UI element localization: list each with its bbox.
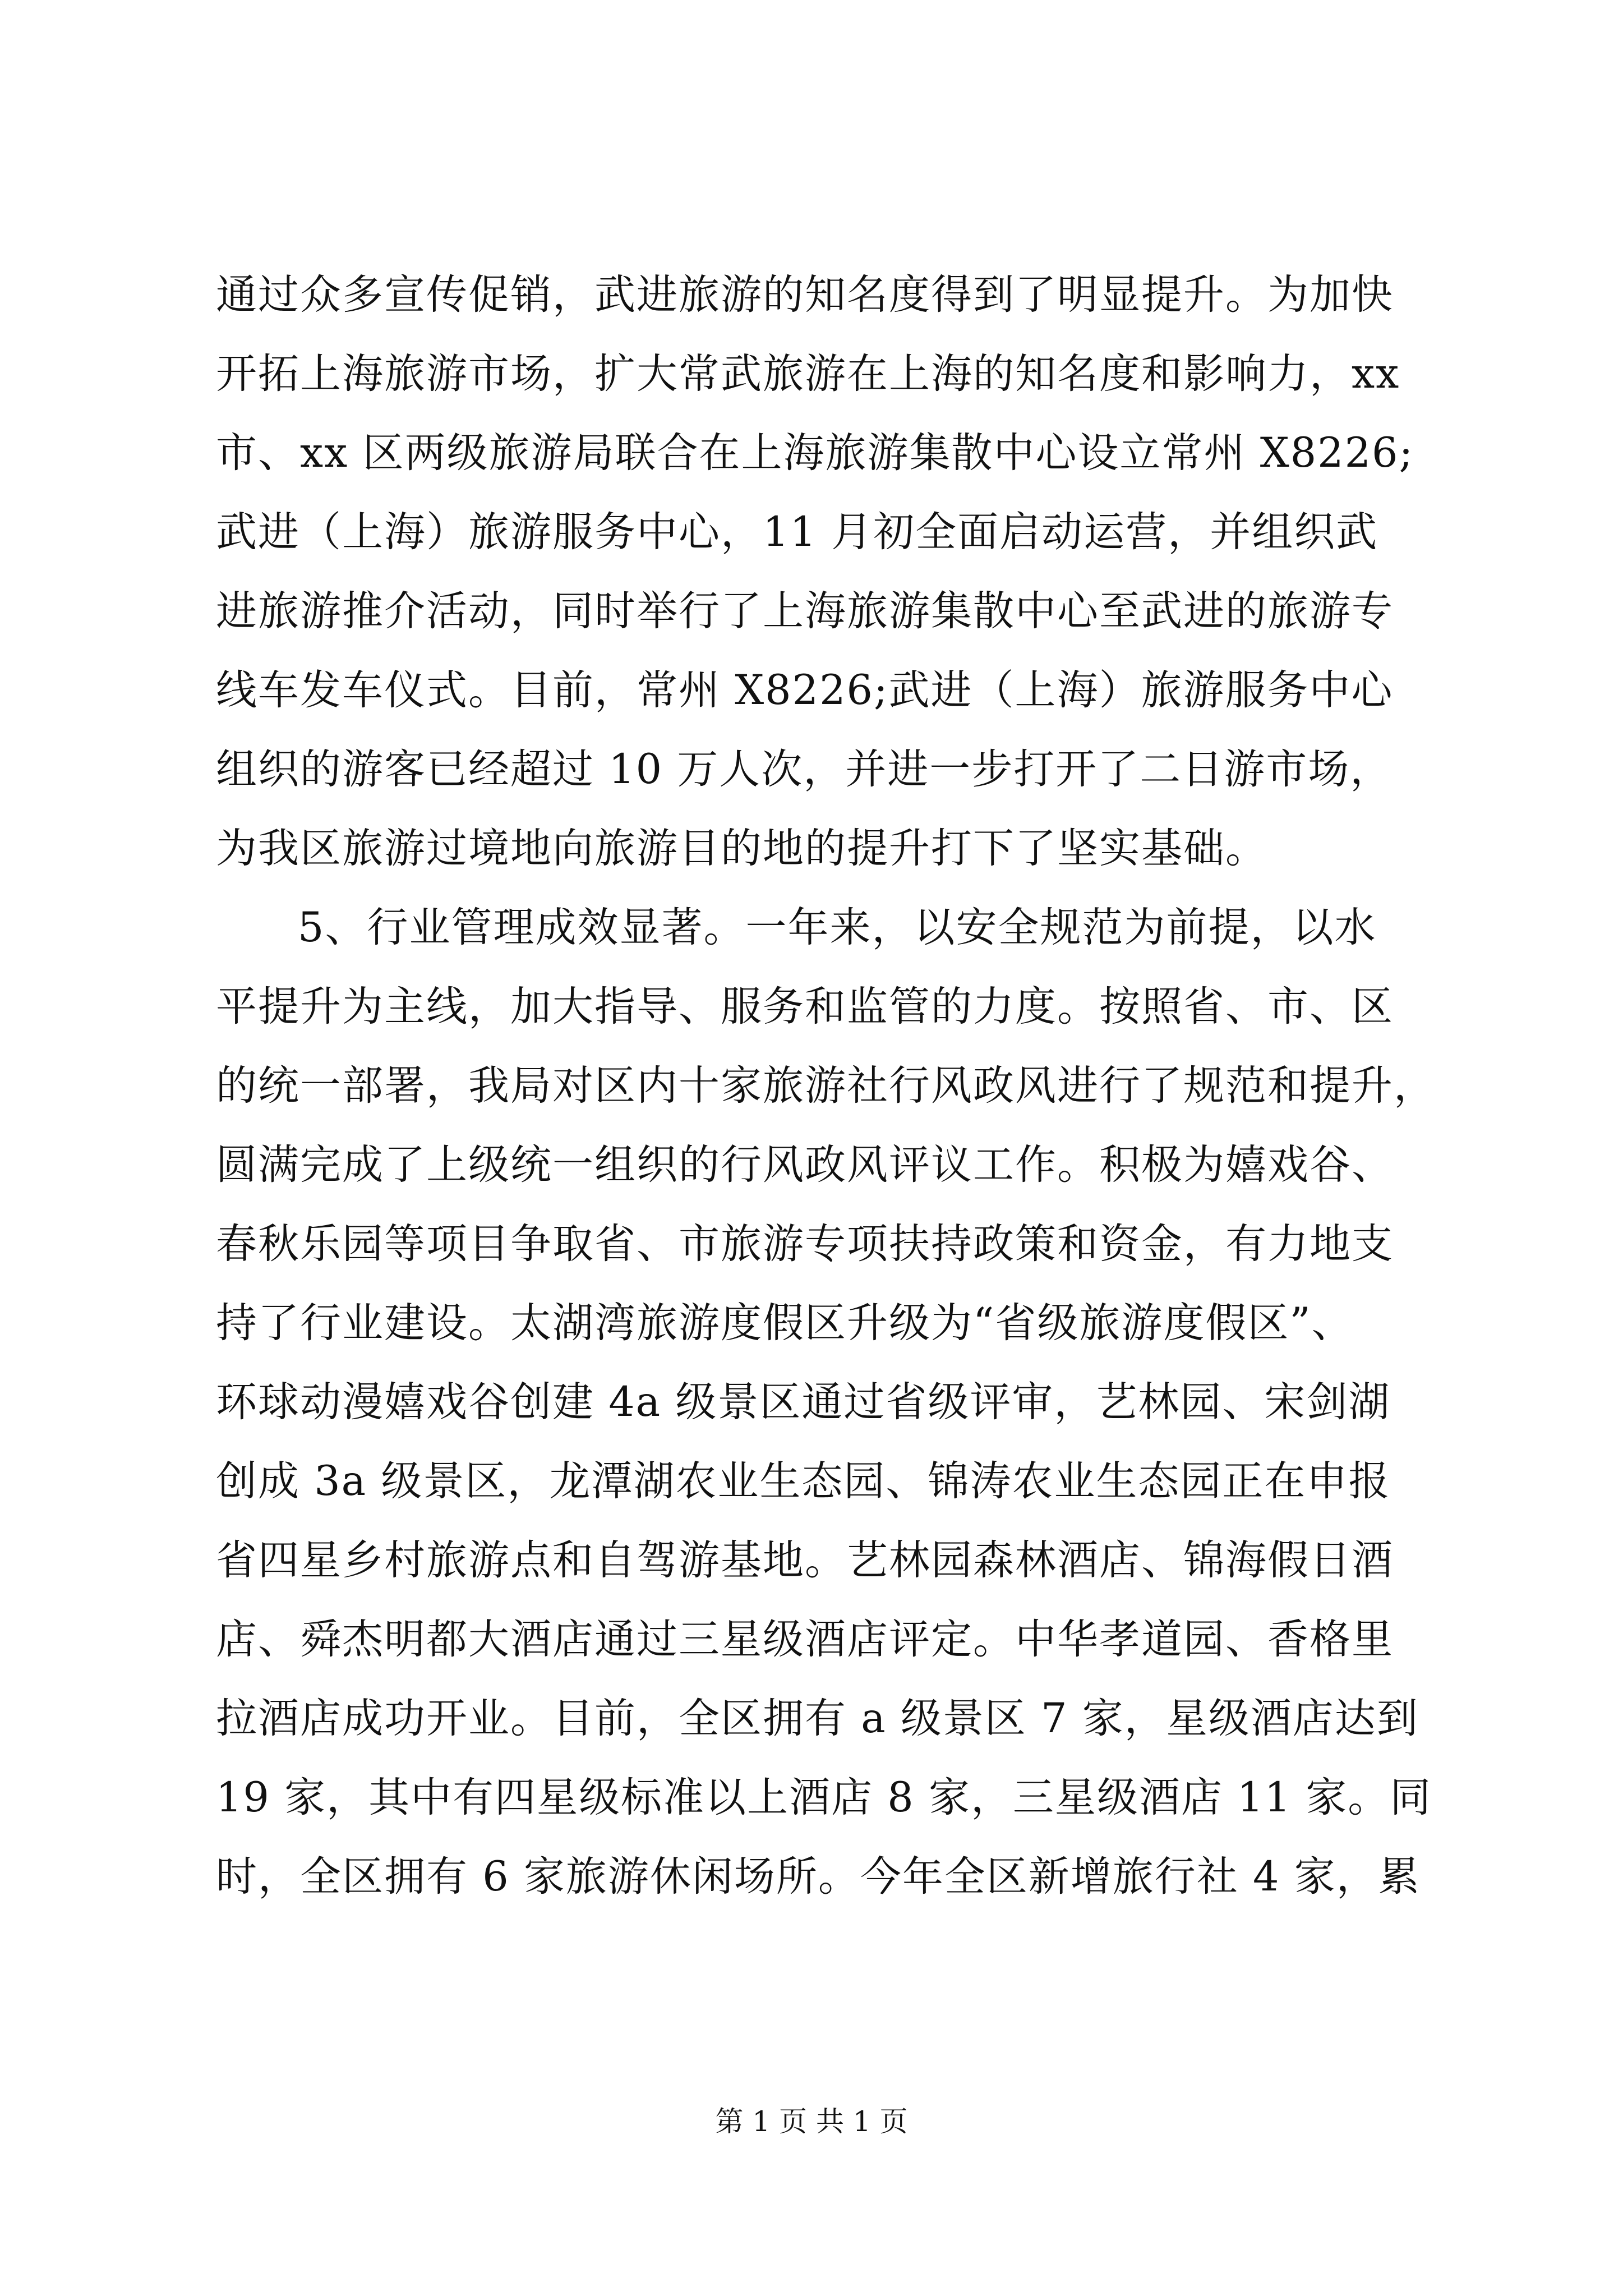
page-footer: 第 1 页 共 1 页 <box>715 2105 908 2138</box>
text-line: 19 家，其中有四星级标准以上酒店 8 家，三星级酒店 11 家。同 <box>216 1774 1432 1821</box>
text-line: 创成 3a 级景区，龙潭湖农业生态园、锦涛农业生态园正在申报 <box>216 1457 1391 1505</box>
text-line: 时，全区拥有 6 家旅游休闲场所。今年全区新增旅行社 4 家，累 <box>216 1853 1421 1901</box>
text-line: 春秋乐园等项目争取省、市旅游专项扶持政策和资金，有力地支 <box>216 1220 1394 1268</box>
text-line: 省四星乡村旅游点和自驾游基地。艺林园森林酒店、锦海假日酒 <box>216 1536 1394 1584</box>
text-line: 的统一部署，我局对区内十家旅游社行风政风进行了规范和提升， <box>216 1062 1436 1110</box>
text-line: 线车发车仪式。目前，常州 X8226;武进（上海）旅游服务中心 <box>216 666 1394 714</box>
text-line: 通过众多宣传促销，武进旅游的知名度得到了明显提升。为加快 <box>216 271 1394 319</box>
text-line: 进旅游推介活动，同时举行了上海旅游集散中心至武进的旅游专 <box>216 587 1394 635</box>
text-line: 武进（上海）旅游服务中心，11 月初全面启动运营，并组织武 <box>216 508 1378 556</box>
text-line: 平提升为主线，加大指导、服务和监管的力度。按照省、市、区 <box>216 983 1394 1030</box>
text-line: 拉酒店成功开业。目前，全区拥有 a 级景区 7 家，星级酒店达到 <box>216 1695 1419 1742</box>
text-line: 为我区旅游过境地向旅游目的地的提升打下了坚实基础。 <box>216 825 1267 872</box>
text-line: 市、xx 区两级旅游局联合在上海旅游集散中心设立常州 X8226; <box>216 429 1414 477</box>
text-line: 开拓上海旅游市场，扩大常武旅游在上海的知名度和影响力，xx <box>216 350 1400 398</box>
document-body <box>216 255 1436 1916</box>
paragraph-start-line: 5、行业管理成效显著。一年来，以安全规范为前提，以水 <box>298 904 1377 951</box>
text-line: 环球动漫嬉戏谷创建 4a 级景区通过省级评审，艺林园、宋剑湖 <box>216 1378 1391 1426</box>
text-line: 圆满完成了上级统一组织的行风政风评议工作。积极为嬉戏谷、 <box>216 1141 1394 1189</box>
text-line: 组织的游客已经超过 10 万人次，并进一步打开了二日游市场， <box>216 746 1393 793</box>
text-line: 持了行业建设。太湖湾旅游度假区升级为“省级旅游度假区”、 <box>216 1299 1354 1347</box>
text-line: 店、舜杰明都大酒店通过三星级酒店评定。中华孝道园、香格里 <box>216 1616 1394 1663</box>
